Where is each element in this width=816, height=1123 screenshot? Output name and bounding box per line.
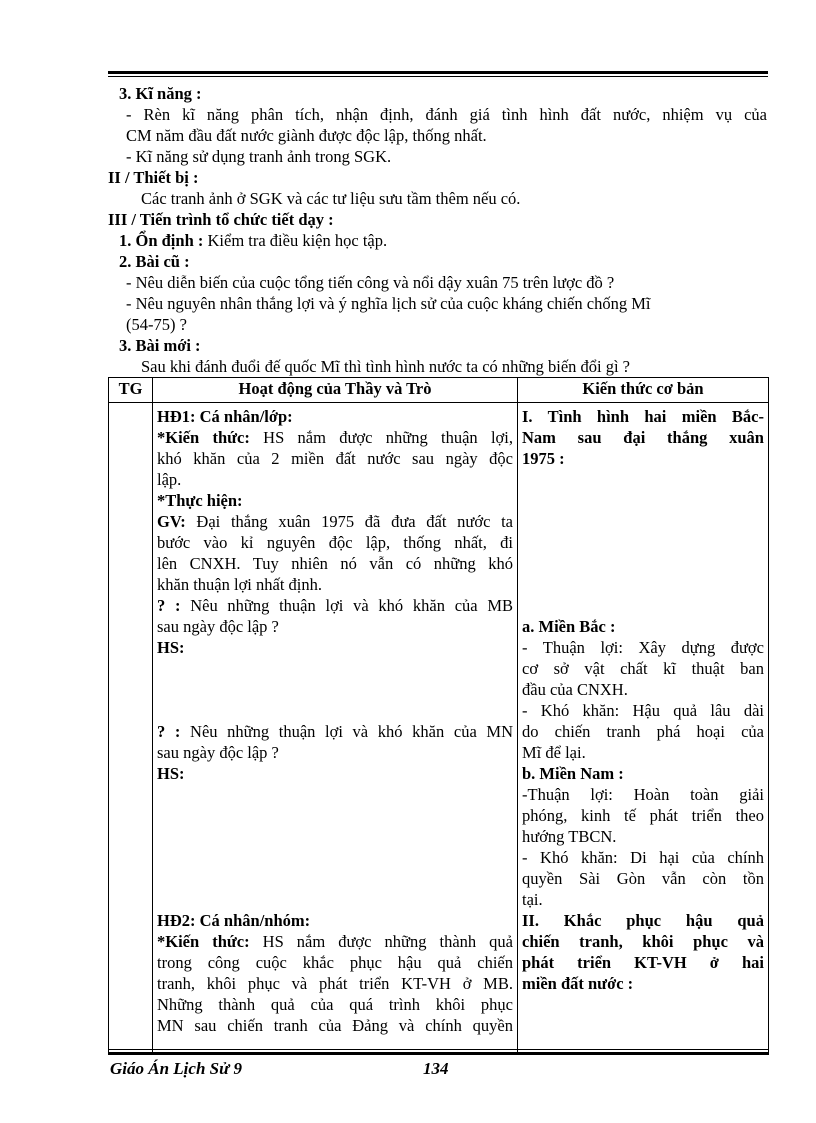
hd1-title: HĐ1: Cá nhân/lớp: — [157, 407, 293, 426]
new-lesson-heading: 3. Bài mới : — [119, 336, 201, 355]
south-title: b. Miền Nam : — [522, 764, 624, 783]
south-line-2a: - Khó khăn: Di hại của chính — [522, 848, 764, 867]
k2-text-a: HS nắm được những thành quả — [249, 932, 514, 951]
process-heading: III / Tiến trình tổ chức tiết dạy : — [108, 210, 334, 229]
north-line-1c: đầu của CNXH. — [522, 680, 628, 699]
column-header-tg: TG — [109, 378, 153, 403]
k2-line-c: tranh, khôi phục và phát triển KT-VH ở MB. — [157, 974, 513, 993]
question-2-text-a: Nêu những thuận lợi và khó khăn của MN — [180, 722, 513, 741]
north-line-2a: - Khó khăn: Hậu quả lâu dài — [522, 701, 764, 720]
question-1-line-b: sau ngày độc lập ? — [157, 617, 279, 636]
north-line-2b: do chiến tranh phá hoại của — [522, 722, 764, 741]
activity-cell — [153, 403, 518, 1056]
gv-text-a: Đại thắng xuân 1975 đã đưa đất nước ta — [185, 512, 513, 531]
south-line-2b: quyền Sài Gòn vẫn còn tồn — [522, 869, 764, 888]
k1-line-a — [157, 427, 513, 448]
question-mark-2: ? : — [157, 722, 181, 741]
k2-line-a — [157, 931, 513, 952]
section-2-line-d: miền đất nước : — [522, 974, 634, 993]
section-2-line-c: phát triển KT-VH ở hai — [522, 953, 764, 972]
question-1-text-a: Nêu những thuận lợi và khó khăn của MB — [180, 596, 513, 615]
tg-cell — [109, 403, 153, 1056]
gv-line-b: bước vào kỉ nguyên độc lập, thống nhất, đi — [157, 533, 513, 552]
equipment-heading: II / Thiết bị : — [108, 168, 199, 187]
old-question-1: - Nêu diễn biến của cuộc tổng tiến công và nổi dậy xuân 75 trên lược đồ ? — [126, 273, 615, 292]
skills-line-2: - Kĩ năng sử dụng tranh ảnh trong SGK. — [126, 147, 392, 166]
gv-line-d: khăn thuận lợi nhất định. — [157, 575, 322, 594]
gv-line-a — [157, 511, 513, 532]
south-line-1c: hướng TBCN. — [522, 827, 617, 846]
k2-line-e: MN sau chiến tranh của Đảng và chính quyền — [157, 1016, 513, 1035]
question-2-line-b: sau ngày độc lập ? — [157, 743, 279, 762]
stable-line — [119, 230, 387, 251]
north-line-1b: cơ sở vật chất kĩ thuật ban — [522, 659, 764, 678]
skills-line-1a: - Rèn kĩ năng phân tích, nhận định, đánh giá tình hình đất nước, nhiệm vụ của — [126, 105, 767, 124]
knowledge-cell — [518, 403, 769, 1056]
footer-rule-thick — [108, 1052, 768, 1055]
south-line-1b: phóng, kinh tế phát triển theo — [522, 806, 764, 825]
hd2-title: HĐ2: Cá nhân/nhóm: — [157, 911, 311, 930]
new-lesson-intro: Sau khi đánh đuổi đế quốc Mĩ thì tình hình nước ta có những biến đổi gì ? — [141, 357, 631, 376]
south-line-1a: -Thuận lợi: Hoàn toàn giải — [522, 785, 764, 804]
k2-line-b: trong công cuộc khắc phục hậu quả chiến — [157, 953, 513, 972]
footer-title: Giáo Án Lịch Sử 9 — [110, 1059, 243, 1078]
stable-text: Kiểm tra điều kiện học tập. — [203, 231, 388, 250]
question-2-line-a — [157, 721, 513, 742]
section-1-line-a: I. Tình hình hai miền Bắc- — [522, 407, 764, 426]
skills-heading: 3. Kĩ năng : — [119, 84, 202, 103]
hs-label-1: HS: — [157, 638, 185, 657]
south-line-2c: tại. — [522, 890, 543, 909]
section-2-line-a: II. Khắc phục hậu quả — [522, 911, 764, 930]
question-mark: ? : — [157, 596, 181, 615]
header-rule-thin — [108, 76, 768, 77]
question-1-line-a — [157, 595, 513, 616]
north-title: a. Miền Bắc : — [522, 617, 616, 636]
north-line-2c: Mĩ để lại. — [522, 743, 586, 762]
k1-text-a: HS nắm được những thuận lợi, — [249, 428, 513, 447]
section-1-line-c: 1975 : — [522, 449, 565, 468]
k1-line-b: khó khăn của 2 miền đất nước sau ngày độc — [157, 449, 513, 468]
gv-label: GV: — [157, 512, 186, 531]
header-rule-thick — [108, 71, 768, 74]
footer-rule-thin — [108, 1049, 768, 1050]
section-1-line-b: Nam sau đại thắng xuân — [522, 428, 764, 447]
column-header-activity: Hoạt động của Thầy và Trò — [153, 378, 518, 403]
stable-label: 1. Ổn định : — [119, 231, 204, 250]
hs-label-2: HS: — [157, 764, 185, 783]
column-header-knowledge: Kiến thức cơ bản — [518, 378, 769, 403]
equipment-line: Các tranh ảnh ở SGK và các tư liệu sưu tầm thêm nếu có. — [141, 189, 521, 208]
implementation-label: *Thực hiện: — [157, 491, 243, 510]
gv-line-c: lên CNXH. Tuy nhiên nó vẫn có những khó — [157, 554, 513, 573]
k2-label: *Kiến thức: — [157, 932, 250, 951]
old-question-2b: (54-75) ? — [126, 315, 187, 334]
old-question-2a: - Nêu nguyên nhân thắng lợi và ý nghĩa lịch sử của cuộc kháng chiến chống Mĩ — [126, 294, 651, 313]
north-line-1a: - Thuận lợi: Xây dựng được — [522, 638, 764, 657]
k1-label: *Kiến thức: — [157, 428, 250, 447]
old-lesson-heading: 2. Bài cũ : — [119, 252, 190, 271]
k2-line-d: Những thành quả của quá trình khôi phục — [157, 995, 513, 1014]
footer-page-number: 134 — [423, 1059, 449, 1078]
section-2-line-b: chiến tranh, khôi phục và — [522, 932, 764, 951]
skills-line-1b: CM năm đầu đất nước giành được độc lập, thống nhất. — [126, 126, 487, 145]
k1-line-c: lập. — [157, 470, 182, 489]
lesson-table — [108, 377, 769, 1055]
